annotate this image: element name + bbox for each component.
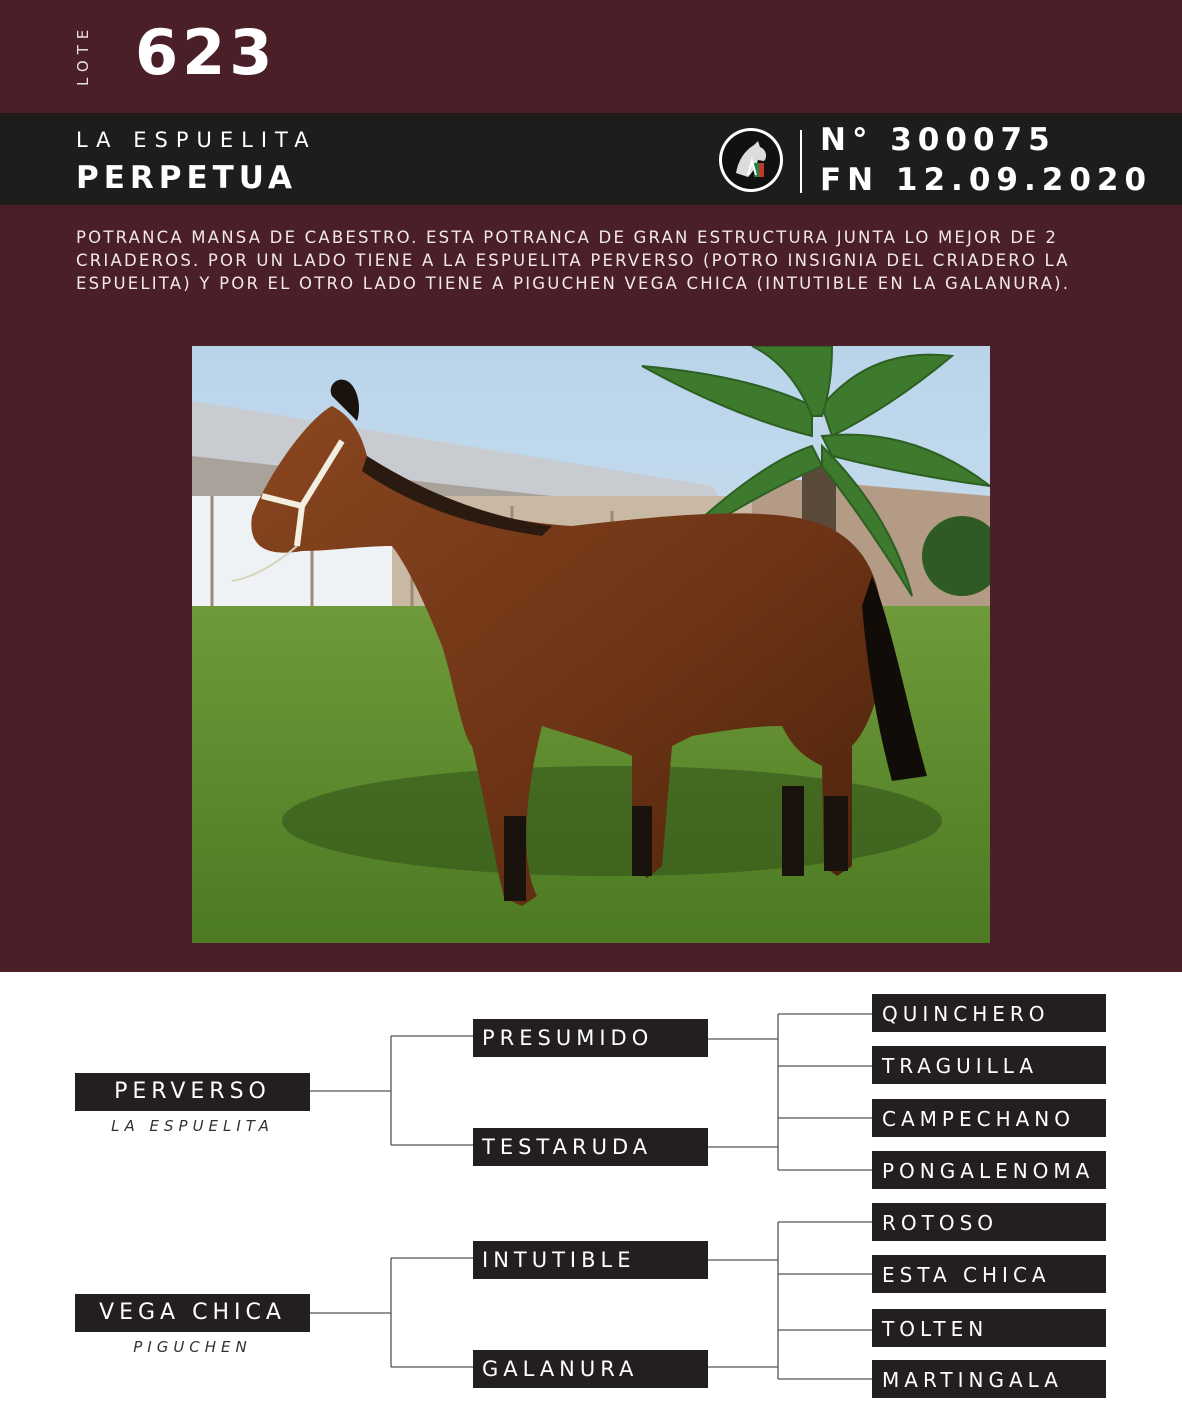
great-grandparent-box: CAMPECHANO <box>872 1099 1106 1137</box>
registration-number: N° 300075 <box>820 122 1056 158</box>
great-grandparent-box: ROTOSO <box>872 1203 1106 1241</box>
birth-date: FN 12.09.2020 <box>820 162 1153 198</box>
great-grandparent-box: QUINCHERO <box>872 994 1106 1032</box>
lot-number: 623 <box>135 16 277 89</box>
great-grandparent-box: MARTINGALA <box>872 1360 1106 1398</box>
grandparent-box: GALANURA <box>473 1350 708 1388</box>
grandparent-box: INTUTIBLE <box>473 1241 708 1279</box>
breeder-name: LA ESPUELITA <box>76 128 317 152</box>
auction-house-logo <box>718 127 784 193</box>
header-divider <box>800 130 802 193</box>
great-grandparent-box: ESTA CHICA <box>872 1255 1106 1293</box>
horse-name: PERPETUA <box>76 160 298 196</box>
great-grandparent-box: TOLTEN <box>872 1309 1106 1347</box>
dam-box: VEGA CHICA <box>75 1294 310 1332</box>
horse-photo <box>192 346 990 943</box>
dam-breeder: PIGUCHEN <box>133 1338 252 1356</box>
sire-box: PERVERSO <box>75 1073 310 1111</box>
great-grandparent-box: PONGALENOMA <box>872 1151 1106 1189</box>
lot-label: LOTE <box>74 23 92 86</box>
great-grandparent-box: TRAGUILLA <box>872 1046 1106 1084</box>
grandparent-box: TESTARUDA <box>473 1128 708 1166</box>
sire-breeder: LA ESPUELITA <box>111 1117 274 1135</box>
lot-description: POTRANCA MANSA DE CABESTRO. ESTA POTRANCA DE GRAN ESTRUCTURA JUNTA LO MEJOR DE 2 CRIADEROS. POR UN LADO TIENE A LA ESPUELITA PERVERSO (POTRO INSIGNIA DEL CRIADERO LA ESPUELITA) Y POR EL OTRO LADO TIENE A PIGUCHEN VEGA CHICA (INTUTIBLE EN LA GALANURA). <box>76 228 1071 293</box>
grandparent-box: PRESUMIDO <box>473 1019 708 1057</box>
